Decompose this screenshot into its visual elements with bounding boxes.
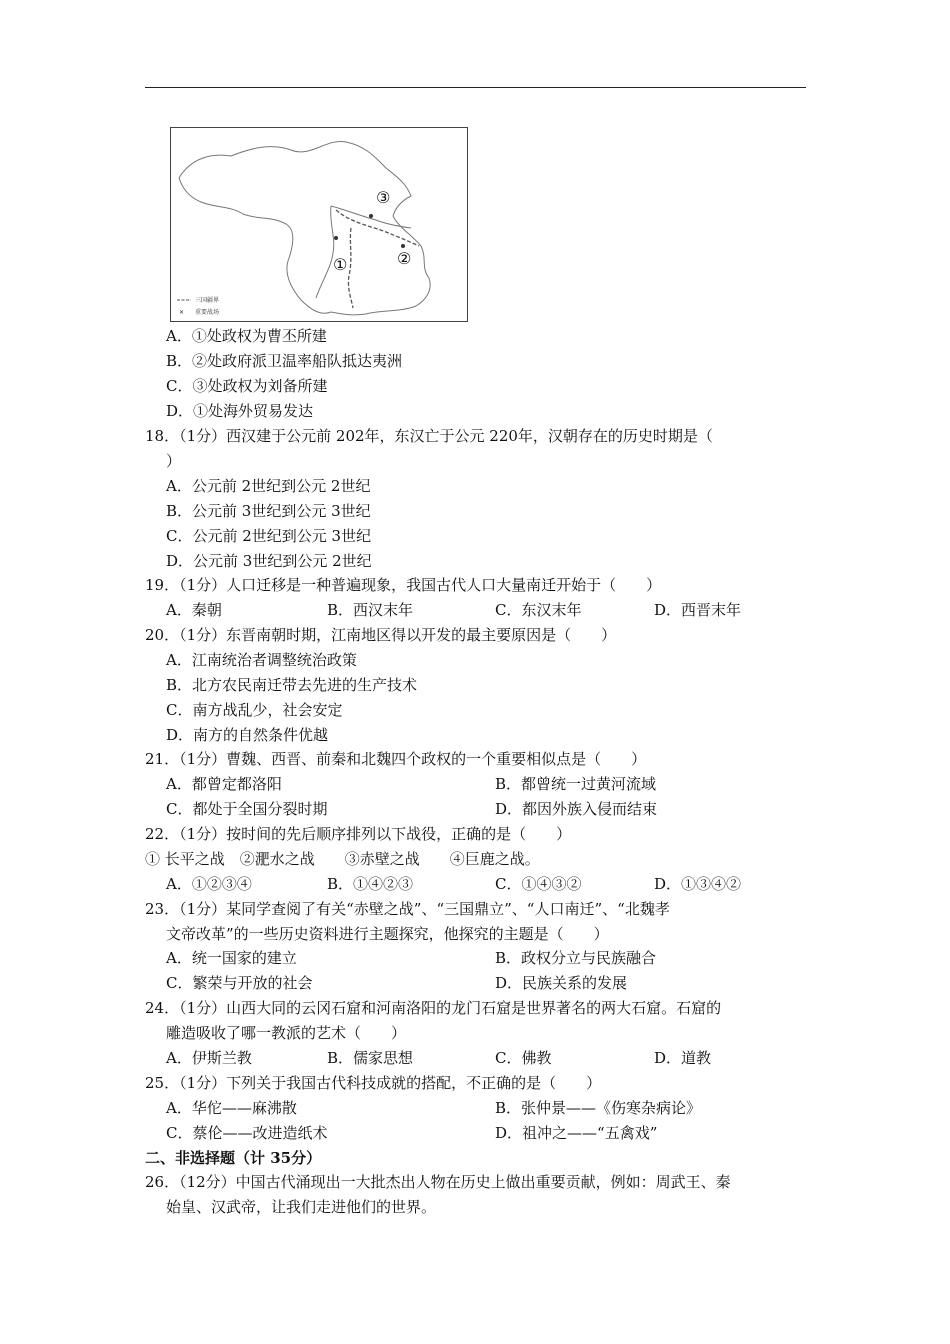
q18-option-d: D．公元前 3世纪到公元 2世纪 bbox=[166, 552, 372, 570]
q20-stem: 20．（1分）东晋南朝时期，江南地区得以开发的最主要原因是（ ） bbox=[145, 626, 617, 644]
q17-option-d: D．①处海外贸易发达 bbox=[166, 402, 314, 420]
section2-title: 二、非选择题（计 35分） bbox=[145, 1149, 322, 1167]
map-label-3: ③ bbox=[376, 188, 391, 207]
q17-option-a: A．①处政权为曹丕所建 bbox=[166, 327, 327, 345]
q21-option-b: B．都曾统一过黄河流域 bbox=[495, 775, 657, 793]
battle-marker-guandu bbox=[401, 244, 405, 248]
q18-stem-line1: 18．（1分）西汉建于公元前 202年，东汉亡于公元 220年，汉朝存在的历史时期是（ bbox=[145, 427, 713, 445]
q25-option-b: B．张仲景——《伤寒杂病论》 bbox=[495, 1099, 702, 1117]
q25-option-c: C．蔡伦——改进造纸术 bbox=[166, 1124, 328, 1142]
q21-stem: 21．（1分）曹魏、西晋、前秦和北魏四个政权的一个重要相似点是（ ） bbox=[145, 750, 647, 768]
q22-items: ① 长平之战 ②淝水之战 ③赤壁之战 ④巨鹿之战。 bbox=[145, 850, 540, 868]
legend-battle-label: 重要战场 bbox=[195, 309, 220, 316]
q20-option-a: A．江南统治者调整统治政策 bbox=[166, 651, 357, 669]
map-border-shu-wu bbox=[348, 228, 353, 308]
q22-option-d: D．①③④② bbox=[654, 875, 742, 893]
q19-option-a: A．秦朝 bbox=[166, 601, 222, 619]
q20-option-c: C．南方战乱少，社会安定 bbox=[166, 701, 343, 719]
three-kingdoms-map bbox=[170, 127, 468, 322]
q23-option-d: D．民族关系的发展 bbox=[495, 974, 628, 992]
q23-option-c: C．繁荣与开放的社会 bbox=[166, 974, 313, 992]
q22-stem: 22．（1分）按时间的先后顺序排列以下战役，正确的是（ ） bbox=[145, 825, 572, 843]
city-marker-chengdu bbox=[334, 236, 338, 240]
legend-border-label: 三国疆界 bbox=[195, 297, 220, 304]
map-border-shu bbox=[316, 206, 334, 298]
q21-option-d: D．都因外族入侵而结束 bbox=[495, 800, 658, 818]
map-border-wei-wu bbox=[336, 210, 419, 246]
q18-stem-line2: ） bbox=[166, 452, 182, 470]
q22-option-a: A．①②③④ bbox=[166, 875, 252, 893]
q26-stem-line2: 始皇、汉武帝，让我们走进他们的世界。 bbox=[166, 1198, 437, 1216]
q18-option-c: C．公元前 2世纪到公元 3世纪 bbox=[166, 527, 372, 545]
q24-stem-line1: 24．（1分）山西大同的云冈石窟和河南洛阳的龙门石窟是世界著名的两大石窟。石窟的 bbox=[145, 999, 722, 1017]
q23-stem-line2: 文帝改革”的一些历史资料进行主题探究，他探究的主题是（ ） bbox=[166, 925, 609, 943]
legend-battle-symbol: ✕ bbox=[179, 309, 185, 316]
q25-stem: 25．（1分）下列关于我国古代科技成就的搭配，不正确的是（ ） bbox=[145, 1074, 602, 1092]
q24-stem-line2: 雕造吸收了哪一教派的艺术（ ） bbox=[166, 1024, 407, 1042]
q19-option-c: C．东汉末年 bbox=[495, 601, 582, 619]
q22-option-b: B．①④②③ bbox=[327, 875, 414, 893]
battle-marker-chibi bbox=[369, 214, 373, 218]
q21-option-c: C．都处于全国分裂时期 bbox=[166, 800, 328, 818]
header-rule bbox=[145, 87, 806, 88]
q19-option-d: D．西晋末年 bbox=[654, 601, 742, 619]
q25-option-d: D．祖冲之——“五禽戏” bbox=[495, 1124, 658, 1142]
q18-option-a: A．公元前 2世纪到公元 2世纪 bbox=[166, 477, 371, 495]
q23-option-b: B．政权分立与民族融合 bbox=[495, 949, 657, 967]
q17-option-c: C．③处政权为刘备所建 bbox=[166, 377, 328, 395]
q23-stem-line1: 23．（1分）某同学查阅了有关“赤壁之战”、“三国鼎立”、“人口南迁”、“北魏孝 bbox=[145, 900, 670, 918]
q19-stem: 19．（1分）人口迁移是一种普遍现象，我国古代人口大量南迁开始于（ ） bbox=[145, 576, 662, 594]
q22-option-c: C．①④③② bbox=[495, 875, 582, 893]
map-label-1: ① bbox=[333, 255, 348, 274]
q26-stem-line1: 26．（12分）中国古代涌现出一大批杰出人物在历史上做出重要贡献，例如：周武王、秦 bbox=[145, 1173, 731, 1191]
map-drawing bbox=[171, 128, 467, 321]
q21-option-a: A．都曾定都洛阳 bbox=[166, 775, 282, 793]
q20-option-b: B．北方农民南迁带去先进的生产技术 bbox=[166, 676, 418, 694]
q23-option-a: A．统一国家的建立 bbox=[166, 949, 297, 967]
map-label-2: ② bbox=[397, 249, 412, 268]
map-outline-west bbox=[179, 178, 331, 313]
q20-option-d: D．南方的自然条件优越 bbox=[166, 726, 329, 744]
q24-option-b: B．儒家思想 bbox=[327, 1049, 414, 1067]
q24-option-d: D．道教 bbox=[654, 1049, 712, 1067]
q24-option-a: A．伊斯兰教 bbox=[166, 1049, 252, 1067]
q18-option-b: B．公元前 3世纪到公元 3世纪 bbox=[166, 502, 371, 520]
q17-option-b: B．②处政府派卫温率船队抵达夷洲 bbox=[166, 352, 403, 370]
q19-option-b: B．西汉末年 bbox=[327, 601, 414, 619]
q24-option-c: C．佛教 bbox=[495, 1049, 552, 1067]
q25-option-a: A．华佗——麻沸散 bbox=[166, 1099, 297, 1117]
